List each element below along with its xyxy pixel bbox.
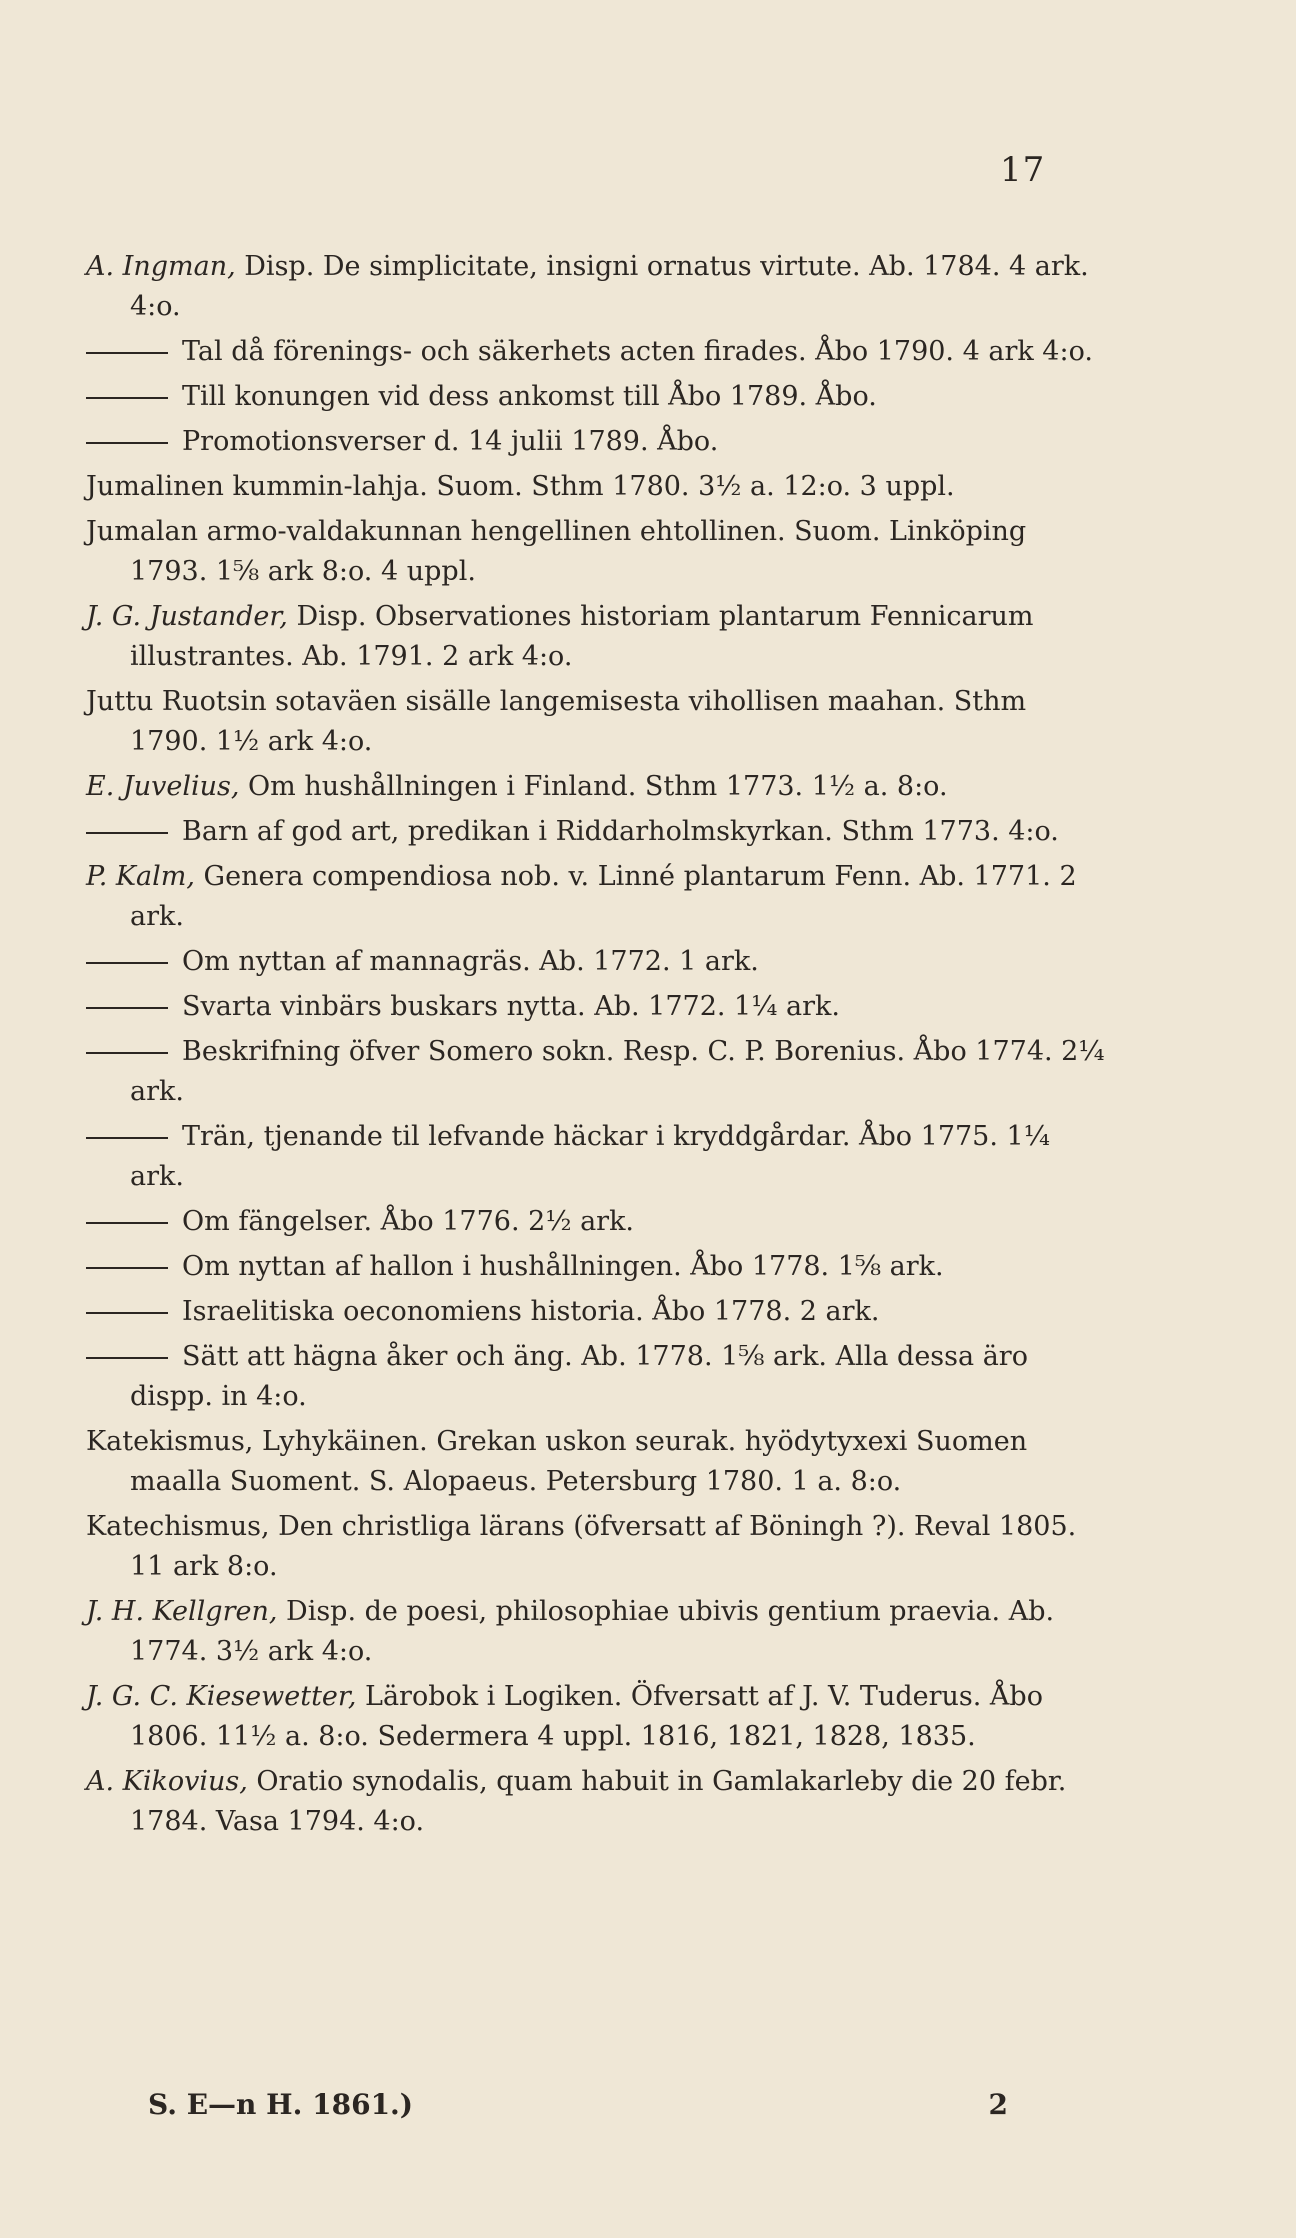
entry-author: E. Juvelius,: [86, 771, 240, 802]
entry-text: Oratio synodalis, quam habuit in Gamlakarleby die 20 febr. 1784. Vasa 1794. 4:o.: [130, 1766, 1067, 1837]
ditto-dash: [86, 442, 168, 444]
bibliography-entry: [86, 512, 1106, 592]
ditto-dash: [86, 1052, 168, 1054]
page-number: 17: [1000, 150, 1046, 190]
entry-text: Tal då förenings- och säkerhets acten firades. Åbo 1790. 4 ark 4:o.: [182, 336, 1093, 367]
bibliography-entry: [86, 857, 1106, 937]
entry-text: Sätt att hägna åker och äng. Ab. 1778. 1⅝ ark. Alla dessa äro dispp. in 4:o.: [130, 1341, 1028, 1412]
entry-text: Om hushållningen i Finland. Sthm 1773. 1½ a. 8:o.: [248, 771, 948, 802]
entry-text: Katechismus, Den christliga lärans (öfversatt af Böningh ?). Reval 1805. 11 ark 8:o.: [86, 1511, 1077, 1582]
entry-text: Promotionsverser d. 14 julii 1789. Åbo.: [182, 426, 719, 457]
footer-signature: S. E—n H. 1861.): [148, 2088, 414, 2121]
ditto-dash: [86, 1357, 168, 1359]
ditto-dash: [86, 1267, 168, 1269]
bibliography-entry: [86, 1507, 1106, 1587]
entry-author: J. G. Justander,: [86, 601, 288, 632]
bibliography-entry: [86, 247, 1106, 327]
bibliography-entry: [86, 1292, 1106, 1332]
bibliography-entry: [86, 422, 1106, 462]
entry-text: Om nyttan af mannagräs. Ab. 1772. 1 ark.: [182, 946, 759, 977]
bibliography-entry: [86, 1422, 1106, 1502]
entry-text: Barn af god art, predikan i Riddarholmskyrkan. Sthm 1773. 4:o.: [182, 816, 1059, 847]
entry-text: Disp. De simplicitate, insigni ornatus virtute. Ab. 1784. 4 ark. 4:o.: [130, 251, 1089, 322]
ditto-dash: [86, 397, 168, 399]
bibliography-entry: [86, 767, 1106, 807]
entry-text: Till konungen vid dess ankomst till Åbo 1789. Åbo.: [182, 381, 877, 412]
bibliography-entry: [86, 1247, 1106, 1287]
entry-text: Disp. Observationes historiam plantarum Fennicarum illustrantes. Ab. 1791. 2 ark 4:o.: [130, 601, 1034, 672]
entry-text: Jumalan armo-valdakunnan hengellinen ehtollinen. Suom. Linköping 1793. 1⅝ ark 8:o. 4 uppl.: [86, 516, 1027, 587]
bibliography-entry: [86, 987, 1106, 1027]
bibliography-entry: [86, 1337, 1106, 1417]
entry-text: Svarta vinbärs buskars nytta. Ab. 1772. 1¼ ark.: [182, 991, 840, 1022]
bibliography-entry: [86, 1117, 1106, 1197]
entry-text: Om fängelser. Åbo 1776. 2½ ark.: [182, 1206, 635, 1237]
bibliography-entry: [86, 682, 1106, 762]
bibliography-entry: [86, 332, 1106, 372]
bibliography-entry: [86, 1677, 1106, 1757]
ditto-dash: [86, 1312, 168, 1314]
ditto-dash: [86, 1222, 168, 1224]
entry-text: Katekismus, Lyhykäinen. Grekan uskon seurak. hyödytyxexi Suomen maalla Suoment. S. Alopaeus. Petersburg 1780. 1 a. 8:o.: [86, 1426, 1028, 1497]
entry-author: A. Kikovius,: [86, 1766, 248, 1797]
entry-author: A. Ingman,: [86, 251, 236, 282]
entry-author: J. H. Kellgren,: [86, 1596, 278, 1627]
bibliography-entry: [86, 597, 1106, 677]
entry-text: Genera compendiosa nob. v. Linné plantarum Fenn. Ab. 1771. 2 ark.: [130, 861, 1077, 932]
bibliography-entry: [86, 942, 1106, 982]
bibliography-entry: [86, 377, 1106, 417]
bibliography-entry: [86, 812, 1106, 852]
ditto-dash: [86, 1007, 168, 1009]
bibliography-entry: [86, 1762, 1106, 1842]
entry-author: J. G. C. Kiesewetter,: [86, 1681, 357, 1712]
bibliography-entry: [86, 1592, 1106, 1672]
bibliography-entry: [86, 1202, 1106, 1242]
entry-text: Trän, tjenande til lefvande häckar i kryddgårdar. Åbo 1775. 1¼ ark.: [130, 1121, 1050, 1192]
ditto-dash: [86, 1137, 168, 1139]
entry-text: Beskrifning öfver Somero sokn. Resp. C. P. Borenius. Åbo 1774. 2¼ ark.: [130, 1036, 1105, 1107]
entry-author: P. Kalm,: [86, 861, 195, 892]
entry-text: Disp. de poesi, philosophiae ubivis gentium praevia. Ab. 1774. 3½ ark 4:o.: [130, 1596, 1055, 1667]
sheet-number: 2: [988, 2088, 1008, 2121]
entry-text: Jumalinen kummin-lahja. Suom. Sthm 1780. 3½ a. 12:o. 3 uppl.: [86, 471, 955, 502]
bibliography-entry: [86, 1032, 1106, 1112]
entry-text: Israelitiska oeconomiens historia. Åbo 1778. 2 ark.: [182, 1296, 880, 1327]
ditto-dash: [86, 962, 168, 964]
ditto-dash: [86, 352, 168, 354]
footer: [148, 2088, 1008, 2121]
bibliography-list: [86, 247, 1106, 1847]
entry-text: Lärobok i Logiken. Öfversatt af J. V. Tuderus. Åbo 1806. 11½ a. 8:o. Sedermera 4 uppl. 1816, 1821, 1828, 1835.: [130, 1681, 1043, 1752]
bibliography-entry: [86, 467, 1106, 507]
entry-text: Juttu Ruotsin sotaväen sisälle langemisesta vihollisen maahan. Sthm 1790. 1½ ark 4:o.: [86, 686, 1027, 757]
ditto-dash: [86, 832, 168, 834]
entry-text: Om nyttan af hallon i hushållningen. Åbo 1778. 1⅝ ark.: [182, 1251, 944, 1282]
